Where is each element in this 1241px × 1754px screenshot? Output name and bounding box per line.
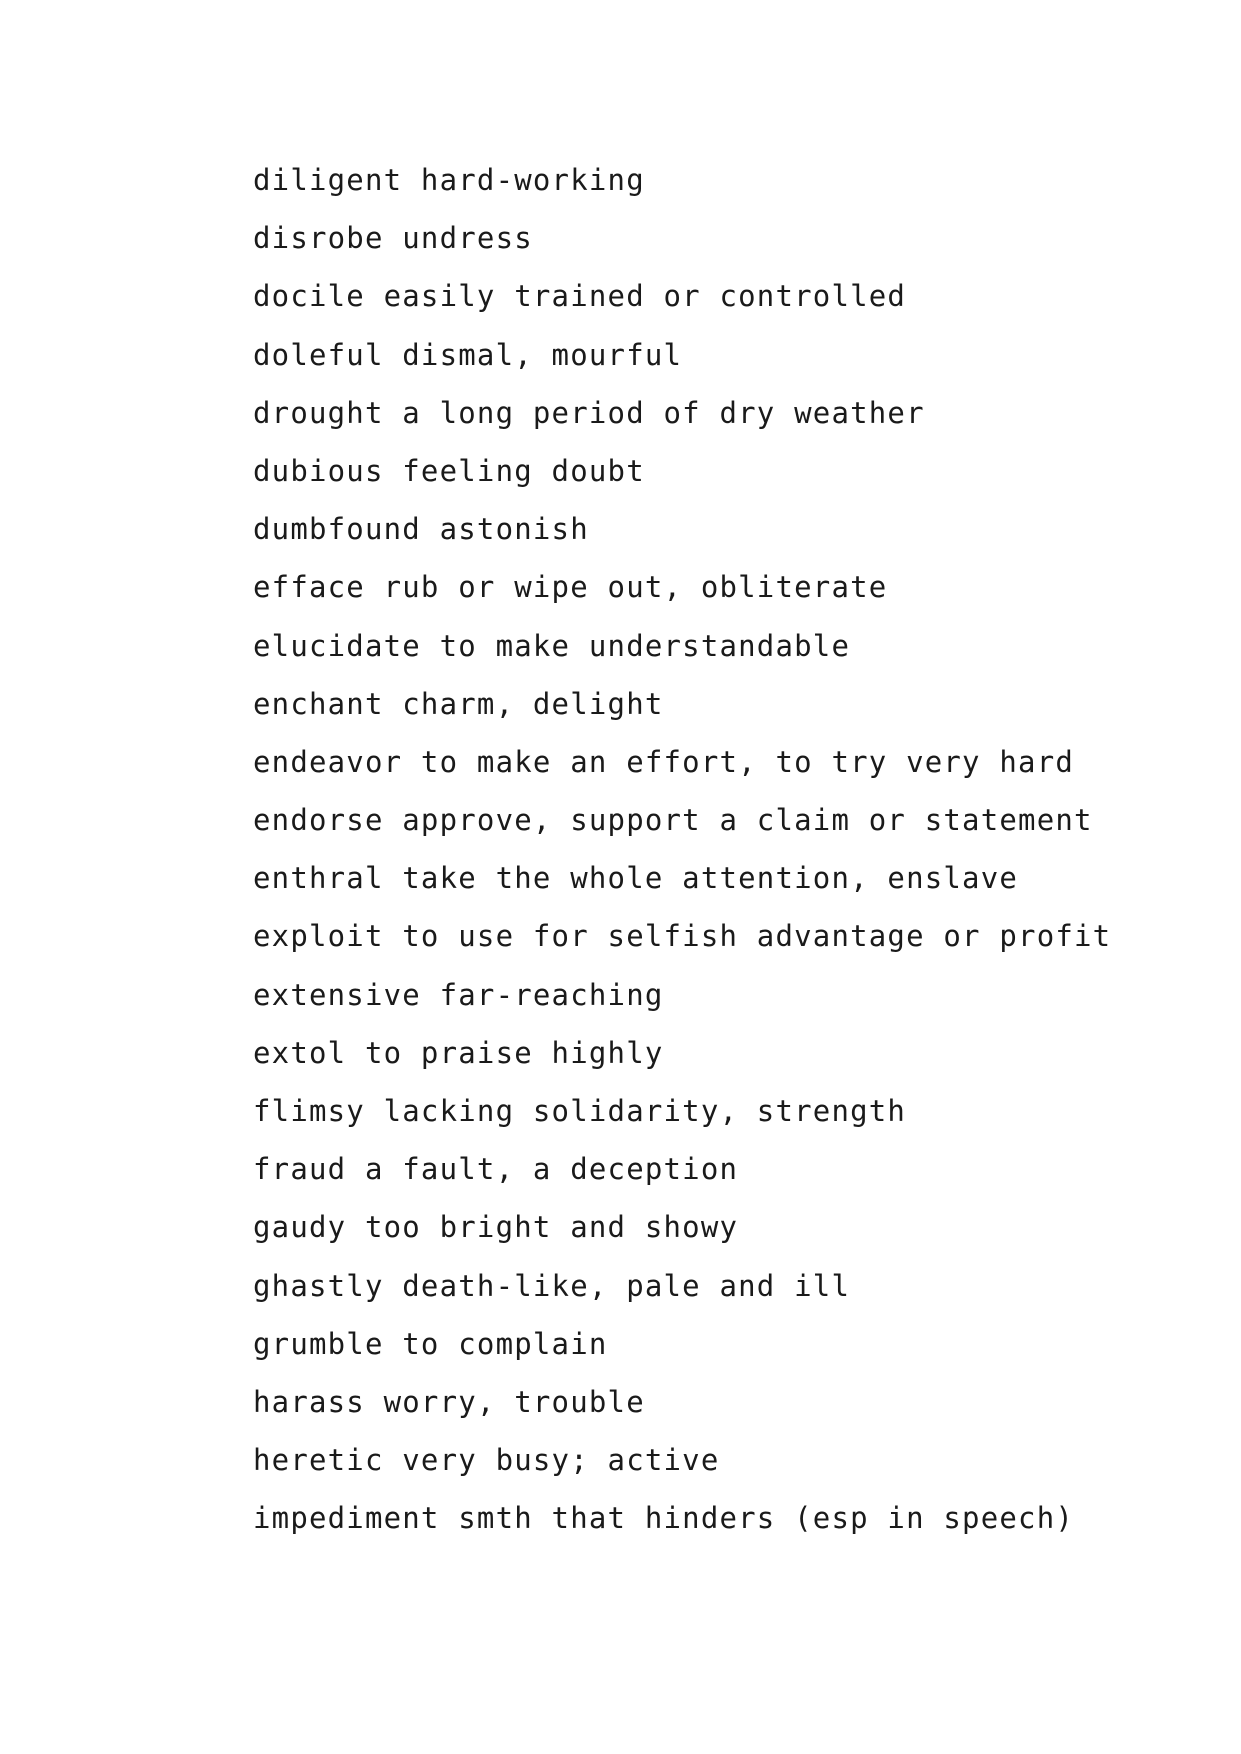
list-item: harass worry, trouble xyxy=(253,1384,645,1419)
list-item: dubious feeling doubt xyxy=(253,453,645,488)
list-item: flimsy lacking solidarity, strength xyxy=(253,1094,907,1128)
list-item: endorse approve, support a claim or statement xyxy=(253,803,1093,838)
list-item: exploit to use for selfish advantage or profit xyxy=(253,919,1112,954)
list-item: impediment smth that hinders (esp in speech) xyxy=(253,1501,1075,1536)
list-item: dumbfound astonish xyxy=(253,512,589,547)
vocabulary-list xyxy=(253,165,1111,1562)
list-item: disrobe undress xyxy=(253,221,533,256)
list-item: fraud a fault, a deception xyxy=(253,1152,739,1187)
list-item: gaudy too bright and showy xyxy=(253,1210,739,1245)
list-item: extol to praise highly xyxy=(253,1035,664,1070)
list-item: heretic very busy; active xyxy=(253,1443,720,1478)
list-item: elucidate to make understandable xyxy=(253,628,851,663)
list-item: grumble to complain xyxy=(253,1326,608,1361)
list-item: enchant charm, delight xyxy=(253,686,664,721)
list-item: docile easily trained or controlled xyxy=(253,279,907,314)
list-item: efface rub or wipe out, obliterate xyxy=(253,570,888,605)
list-item: ghastly death-like, pale and ill xyxy=(253,1268,851,1303)
list-item: enthral take the whole attention, enslave xyxy=(253,861,1019,896)
list-item: extensive far-reaching xyxy=(253,977,664,1012)
list-item: doleful dismal, mourful xyxy=(253,337,683,372)
list-item: drought a long period of dry weather xyxy=(253,395,925,430)
list-item: diligent hard-working xyxy=(253,163,645,197)
list-item: endeavor to make an effort, to try very hard xyxy=(253,744,1075,779)
